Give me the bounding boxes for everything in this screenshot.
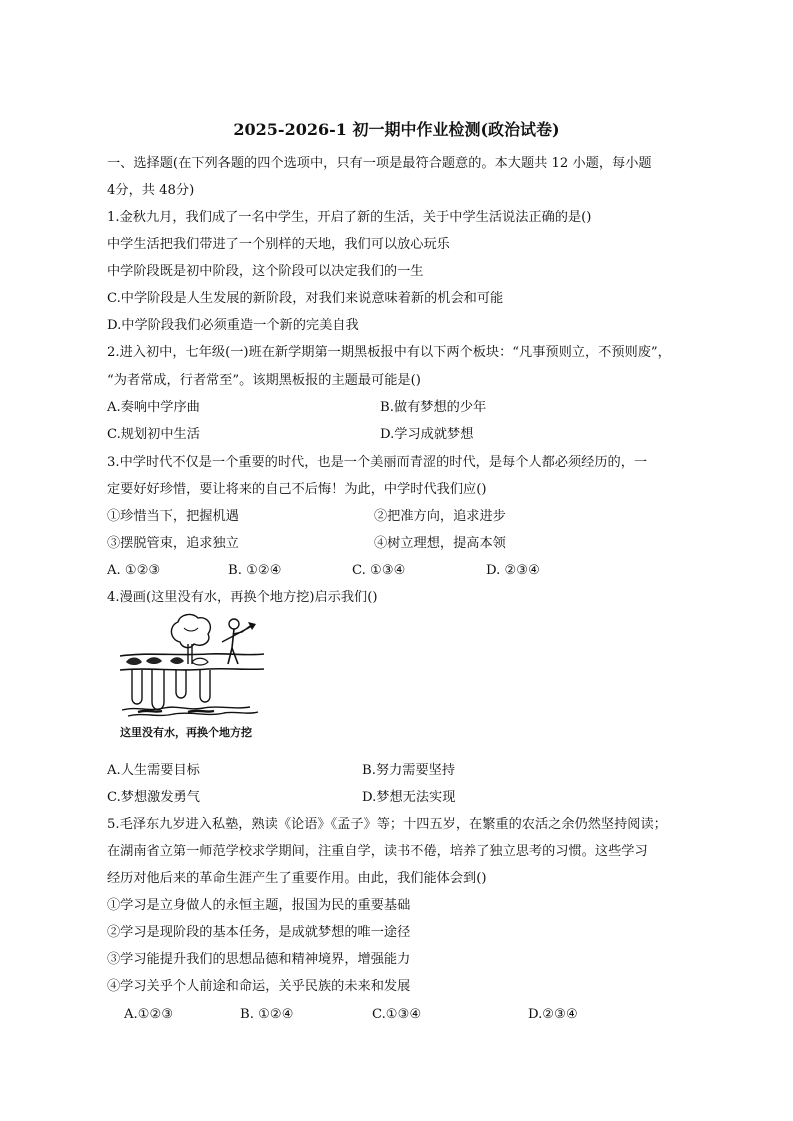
question-3-statement-2: ②把准方向，追求进步 [374,509,506,524]
question-3-statement-4: ④树立理想，提高本领 [374,536,506,551]
question-3-option-b: B. ①②④ [228,563,282,578]
digging-cartoon [118,612,266,742]
question-3-option-c: C. ①③④ [352,563,406,578]
cartoon-caption: 这里没有水，再换个地方挖 [120,726,252,739]
question-4-stem: 4.漫画(这里没有水，再换个地方挖)启示我们() [107,590,378,605]
question-5-stem-line1: 5.毛泽东九岁进入私塾，熟读《论语》《孟子》等；十四五岁，在繁重的农活之余仍然坚持阅读； [107,817,667,832]
question-3-statement-3: ③摆脱管束，追求独立 [107,536,239,551]
question-1-option-c: C.中学阶段是人生发展的新阶段，对我们来说意味着新的机会和可能 [107,291,504,306]
section-instructions-line2: 4分，共 48分) [107,183,195,198]
question-3-stem-line1: 3.中学时代不仅是一个重要的时代，也是一个美丽而青涩的时代，是每个人都必须经历的，一 [107,455,648,470]
question-5-stem-line2: 在湖南省立第一师范学校求学期间，注重自学，读书不倦，培养了独立思考的习惯。这些学习 [107,844,648,859]
question-2-stem-line1: 2.进入初中，七年级(一)班在新学期第一期黑板报中有以下两个板块：“凡事预则立，不预则废”， [107,345,671,360]
question-5-option-d: D.②③④ [528,1007,578,1022]
question-4-option-d: D.梦想无法实现 [362,790,456,805]
question-5-statement-2: ②学习是现阶段的基本任务，是成就梦想的唯一途径 [107,925,411,940]
question-2-stem-line2: “为者常成，行者常至”。该期黑板报的主题最可能是() [107,373,421,388]
question-1-option-d: D.中学阶段我们必须重造一个新的完美自我 [107,318,359,333]
section-instructions-line1: 一、选择题(在下列各题的四个选项中，只有一项是最符合题意的。本大题共 12 小题，每小题 [107,156,652,171]
question-1-option-b: 中学阶段既是初中阶段，这个阶段可以决定我们的一生 [107,264,424,279]
page-title: 2025-2026-1 初一期中作业检测(政治试卷) [233,120,560,139]
question-2-option-b: B.做有梦想的少年 [380,400,487,415]
question-3-option-d: D. ②③④ [486,563,540,578]
question-3-stem-line2: 定要好好珍惜，要让将来的自己不后悔！为此，中学时代我们应() [107,482,487,497]
question-3-statement-1: ①珍惜当下，把握机遇 [107,509,239,524]
question-5-option-b: B. ①②④ [240,1007,294,1022]
question-5-stem-line3: 经历对他后来的革命生涯产生了重要作用。由此，我们能体会到() [107,871,487,886]
question-5-statement-1: ①学习是立身做人的永恒主题，报国为民的重要基础 [107,898,411,913]
cartoon-drawing [118,612,266,742]
question-1-option-a: 中学生活把我们带进了一个别样的天地，我们可以放心玩乐 [107,237,450,252]
question-4-option-c: C.梦想激发勇气 [107,790,200,805]
question-2-option-a: A.奏响中学序曲 [107,400,200,415]
question-4-option-a: A.人生需要目标 [107,763,200,778]
question-5-option-c: C.①③④ [372,1007,422,1022]
question-3-option-a: A. ①②③ [107,563,161,578]
question-1-stem: 1.金秋九月，我们成了一名中学生，开启了新的生活，关于中学生活说法正确的是() [107,210,592,225]
question-4-option-b: B.努力需要坚持 [362,763,456,778]
question-5-statement-4: ④学习关乎个人前途和命运，关乎民族的未来和发展 [107,979,411,994]
question-2-option-d: D.学习成就梦想 [380,427,474,442]
question-5-statement-3: ③学习能提升我们的思想品德和精神境界，增强能力 [107,952,411,967]
question-2-option-c: C.规划初中生活 [107,427,200,442]
question-5-option-a: A.①②③ [124,1007,174,1022]
